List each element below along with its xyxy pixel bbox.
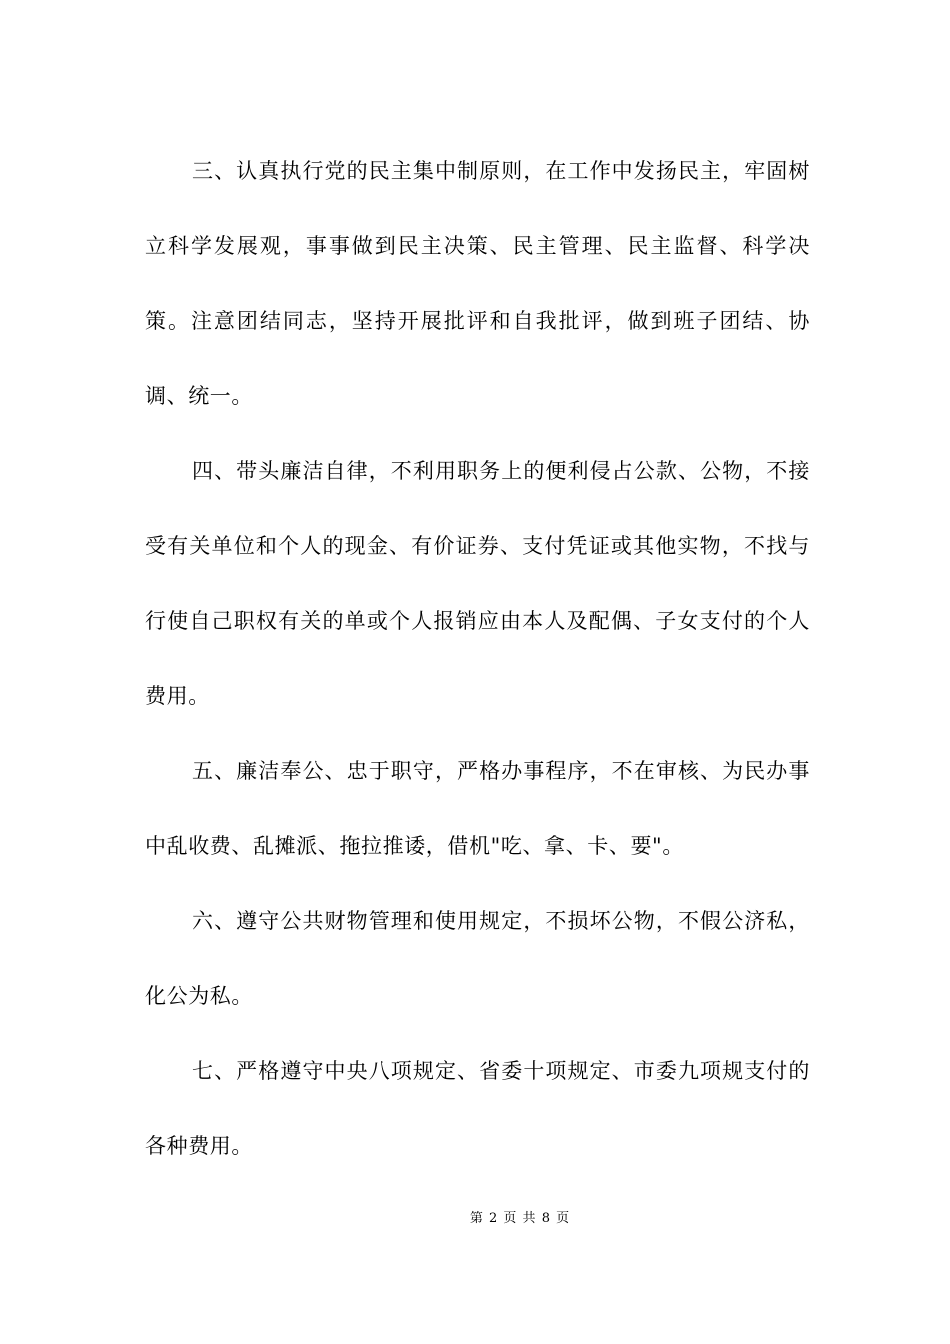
paragraph-6: 六、遵守公共财物管理和使用规定，不损坏公物，不假公济私，化公为私。 [145,909,810,1008]
document-body [145,134,810,1184]
paragraph-5: 五、廉洁奉公、忠于职守，严格办事程序，不在审核、为民办事中乱收费、乱摊派、拖拉推诿，借机"吃、拿、卡、要"。 [145,759,810,858]
paragraph-3: 三、认真执行党的民主集中制原则，在工作中发扬民主，牢固树立科学发展观，事事做到民主决策、民主管理、民主监督、科学决策。注意团结同志，坚持开展批评和自我批评，做到班子团结、协调、统一。 [145,159,810,408]
page-number-footer: 第 2 页 共 8 页 [469,1211,571,1226]
paragraph-4: 四、带头廉洁自律，不利用职务上的便利侵占公款、公物，不接受有关单位和个人的现金、有价证券、支付凭证或其他实物，不找与行使自己职权有关的单或个人报销应由本人及配偶、子女支付的个人费用。 [145,459,810,708]
paragraph-7: 七、严格遵守中央八项规定、省委十项规定、市委九项规支付的各种费用。 [145,1059,810,1158]
